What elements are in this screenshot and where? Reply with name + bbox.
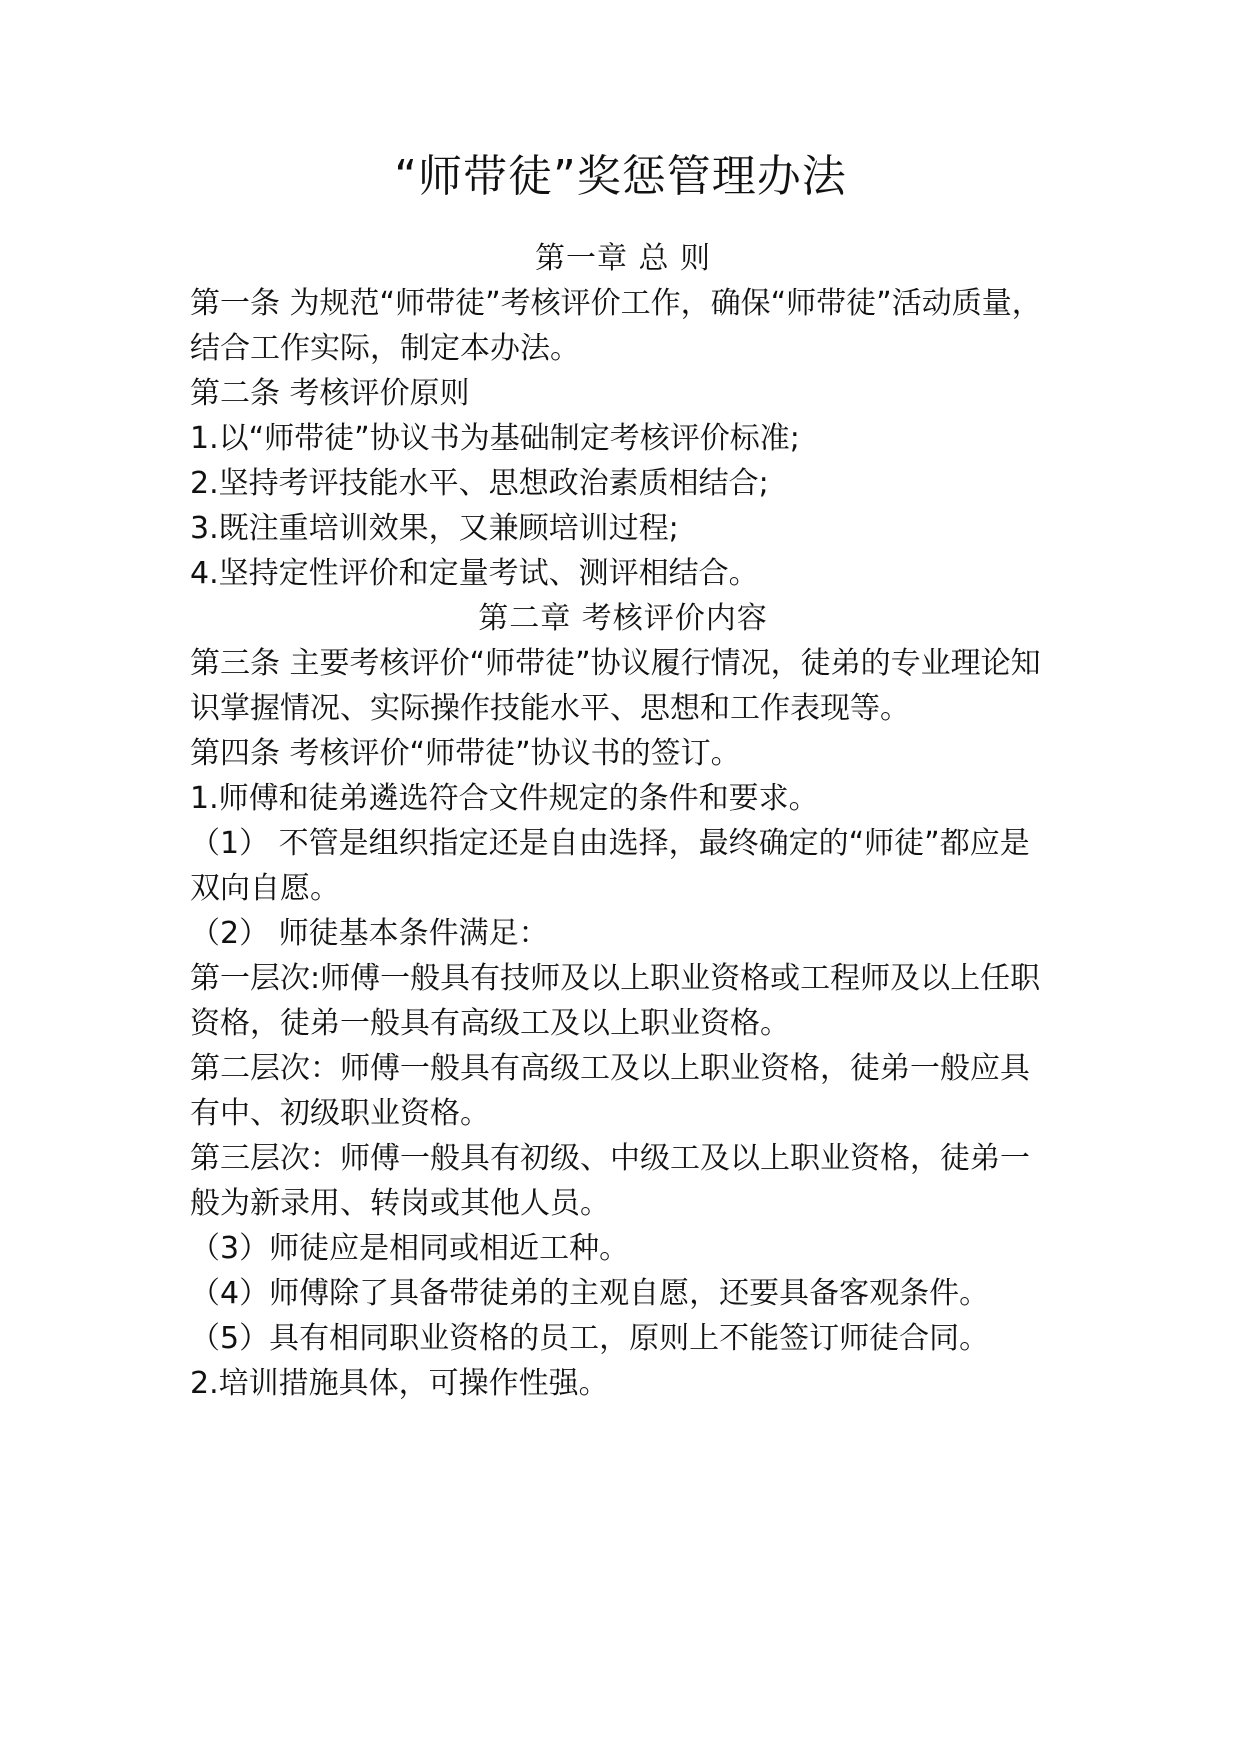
chapter-heading: 第一章 总 则 (534, 241, 712, 276)
level-paragraph: 第二层次：师傅一般具有高级工及以上职业资格，徒弟一般应具有中、初级职业资格。 (190, 1051, 1030, 1131)
list-item: 3.既注重培训效果，又兼顾培训过程; (190, 511, 679, 546)
article-paragraph: 第二条 考核评价原则 (190, 376, 470, 411)
document-title: “师带徒”奖惩管理办法 (394, 151, 847, 202)
sub-list-item: （2） 师徒基本条件满足： (190, 916, 549, 951)
list-item: 1.师傅和徒弟遴选符合文件规定的条件和要求。 (190, 781, 819, 816)
list-item: 1.以“师带徒”协议书为基础制定考核评价标准; (190, 421, 800, 456)
article-paragraph: 第三条 主要考核评价“师带徒”协议履行情况，徒弟的专业理论知识掌握情况、实际操作技能水平、思想和工作表现等。 (190, 646, 1041, 726)
list-item: 2.坚持考评技能水平、思想政治素质相结合; (190, 466, 769, 501)
sub-list-item: （3）师徒应是相同或相近工种。 (190, 1231, 630, 1266)
list-item: 4.坚持定性评价和定量考试、测评相结合。 (190, 556, 759, 591)
level-paragraph: 第一层次:师傅一般具有技师及以上职业资格或工程师及以上任职资格，徒弟一般具有高级工及以上职业资格。 (190, 961, 1041, 1041)
list-item: 2.培训措施具体，可操作性强。 (190, 1366, 609, 1401)
article-paragraph: 第四条 考核评价“师带徒”协议书的签订。 (190, 736, 741, 771)
sub-list-item: （4）师傅除了具备带徒弟的主观自愿，还要具备客观条件。 (190, 1276, 990, 1311)
article-paragraph: 第一条 为规范“师带徒”考核评价工作，确保“师带徒”活动质量，结合工作实际，制定本办法。 (190, 286, 1042, 366)
chapter-heading: 第二章 考核评价内容 (478, 601, 768, 636)
document-body (190, 236, 1056, 1406)
sub-list-item: （1） 不管是组织指定还是自由选择，最终确定的“师徒”都应是双向自愿。 (190, 826, 1030, 906)
level-paragraph: 第三层次：师傅一般具有初级、中级工及以上职业资格，徒弟一般为新录用、转岗或其他人员。 (190, 1141, 1030, 1221)
sub-list-item: （5）具有相同职业资格的员工，原则上不能签订师徒合同。 (190, 1321, 990, 1356)
